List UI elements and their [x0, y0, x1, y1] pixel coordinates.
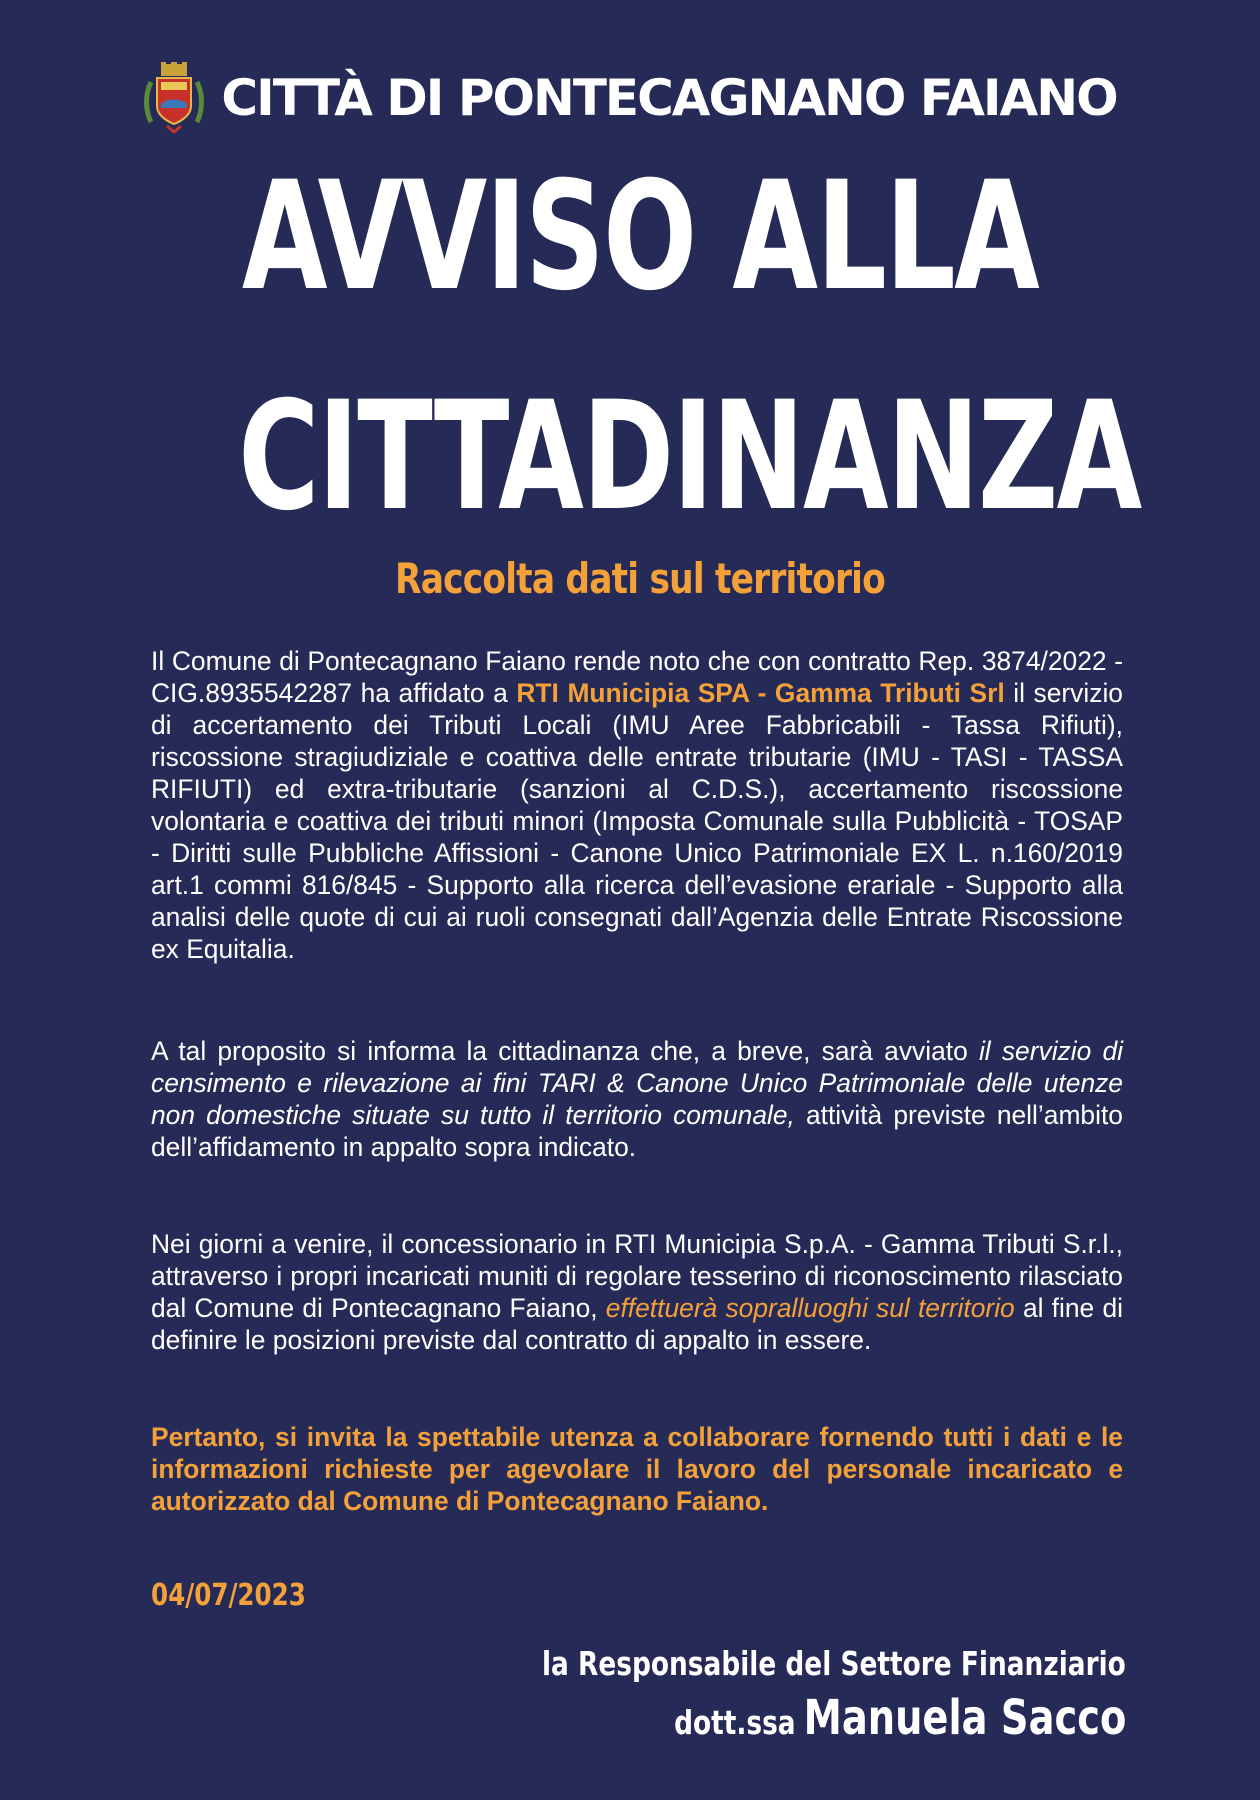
paragraph-contract — [151, 645, 1123, 965]
signature-role: la Responsabile del Settore Finanziario — [542, 1644, 1126, 1683]
contractor-highlight: RTI Municipia SPA - Gamma Tributi Srl — [516, 678, 1005, 708]
paragraph-census — [151, 1035, 1123, 1163]
paragraph-inspections-intro: Nei giorni a venire, il concessionario in RTI Municipia S.p.A. - Gamma Tributi S.r.l., attraverso i propri incaricati muniti di regolare tesserino di riconoscimento rilasciato dal Comune di Pontecagnano Faiano, — [151, 1229, 1123, 1323]
paragraph-invitation: Pertanto, si invita la spettabile utenza a collaborare fornendo tutti i dati e le informazioni richieste per agevolare il lavoro del personale incaricato e autorizzato dal Comune di Pontecagnano Faiano. — [151, 1422, 1123, 1516]
subtitle: Raccolta dati sul territorio — [395, 554, 885, 603]
paragraph-contract-intro: Il Comune di Pontecagnano Faiano rende noto che con contratto Rep. 3874/2022 - CIG.8935542287 ha affidato a — [151, 646, 1123, 708]
paragraph-census-intro: A tal proposito si informa la cittadinanza che, a breve, sarà avviato — [151, 1036, 979, 1066]
paragraph-inspections — [151, 1228, 1123, 1356]
inspections-highlight: effettuerà sopralluoghi sul territorio — [605, 1293, 1015, 1323]
main-title-line-2: CITTADINANZA — [238, 370, 1141, 544]
notice-date: 04/07/2023 — [151, 1578, 306, 1613]
page-header — [130, 56, 1130, 140]
signature-name: Manuela Sacco — [803, 1690, 1126, 1746]
paragraph-census-rest: attività previste nell’ambito dell’affidamento in appalto sopra indicato. — [151, 1100, 1123, 1162]
municipal-crest-icon — [143, 60, 205, 136]
signature-prefix: dott.ssa — [673, 1703, 796, 1742]
city-name: CITTÀ DI PONTECAGNANO FAIANO — [221, 69, 1117, 127]
signature — [674, 1690, 1126, 1746]
paragraph-contract-rest: il servizio di accertamento dei Tributi Locali (IMU Aree Fabbricabili - Tassa Rifiuti), riscossione stragiudiziale e coattiva delle entrate tributarie (IMU - TASI - TASSA RIFIUTI) ed extra-tributarie (sanzioni al C.D.S.), accertamento riscossione volontaria e coattiva dei tributi minori (Imposta Comunale sulla Pubblicità - TOSAP - Diritti sulle Pubbliche Affissioni - Canone Unico Patrimoniale EX L. n.160/2019 art.1 commi 816/845 - Supporto alla ricerca dell’evasione erariale - Supporto alla analisi delle quote di cui ai ruoli consegnati dall’Agenzia delle Entrate Riscossione ex Equitalia. — [151, 678, 1123, 964]
paragraph-inspections-rest: al fine di definire le posizioni previste dal contratto di appalto in essere. — [151, 1293, 1123, 1355]
census-service-italic: il servizio di censimento e rilevazione ai fini TARI & Canone Unico Patrimoniale delle utenze non domestiche situate su tutto il territorio comunale, — [151, 1036, 1123, 1130]
main-title-line-1: AVVISO ALLA — [241, 150, 1039, 324]
